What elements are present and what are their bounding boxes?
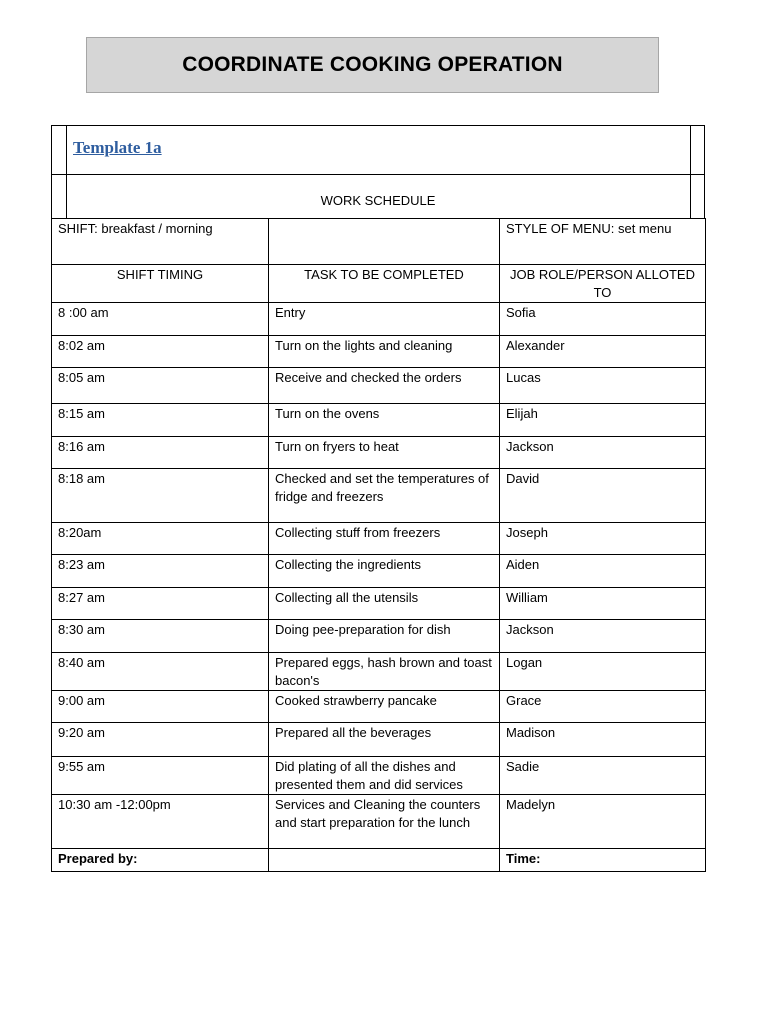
table-row: [52, 437, 706, 469]
person-cell: David: [500, 469, 706, 523]
person-cell: Madison: [500, 723, 706, 757]
time-label: Time:: [500, 849, 706, 872]
task-cell: Prepared all the beverages: [269, 723, 500, 757]
time-cell: 8:02 am: [52, 336, 269, 368]
task-cell: Did plating of all the dishes and presented them and did services: [269, 757, 500, 795]
shift-row: [52, 219, 706, 265]
task-cell: Collecting stuff from freezers: [269, 523, 500, 555]
template-header-frame: [51, 125, 705, 219]
person-cell: Madelyn: [500, 795, 706, 849]
table-row: [52, 336, 706, 368]
empty-cell: [269, 219, 500, 265]
menu-style-cell: STYLE OF MENU: set menu: [500, 219, 706, 265]
task-cell: Cooked strawberry pancake: [269, 691, 500, 723]
prepared-by-label: Prepared by:: [52, 849, 269, 872]
task-cell: Turn on fryers to heat: [269, 437, 500, 469]
table-row: [52, 303, 706, 336]
work-schedule-table: [51, 218, 706, 872]
task-cell: Checked and set the temperatures of fridge and freezers: [269, 469, 500, 523]
time-cell: 9:55 am: [52, 757, 269, 795]
task-cell: Receive and checked the orders: [269, 368, 500, 404]
column-header-task: TASK TO BE COMPLETED: [269, 265, 500, 303]
person-cell: Joseph: [500, 523, 706, 555]
time-cell: 9:00 am: [52, 691, 269, 723]
person-cell: Grace: [500, 691, 706, 723]
person-cell: Logan: [500, 653, 706, 691]
shift-cell: SHIFT: breakfast / morning: [52, 219, 269, 265]
table-row: [52, 691, 706, 723]
person-cell: Sadie: [500, 757, 706, 795]
time-cell: 8:20am: [52, 523, 269, 555]
page-title: COORDINATE COOKING OPERATION: [182, 53, 563, 76]
table-row: [52, 653, 706, 691]
time-cell: 8:40 am: [52, 653, 269, 691]
time-cell: 8:15 am: [52, 404, 269, 437]
person-cell: Sofia: [500, 303, 706, 336]
task-cell: Prepared eggs, hash brown and toast bacon's: [269, 653, 500, 691]
table-row: [52, 795, 706, 849]
table-row: [52, 469, 706, 523]
prepared-by-value: [269, 849, 500, 872]
frame-divider-horizontal: [52, 174, 704, 175]
person-cell: William: [500, 588, 706, 620]
time-cell: 10:30 am -12:00pm: [52, 795, 269, 849]
table-row: [52, 404, 706, 437]
person-cell: Aiden: [500, 555, 706, 588]
table-row: [52, 368, 706, 404]
column-header-timing: SHIFT TIMING: [52, 265, 269, 303]
table-row: [52, 523, 706, 555]
time-cell: 8:16 am: [52, 437, 269, 469]
person-cell: Jackson: [500, 620, 706, 653]
time-cell: 8:05 am: [52, 368, 269, 404]
task-cell: Turn on the ovens: [269, 404, 500, 437]
footer-row: [52, 849, 706, 872]
task-cell: Entry: [269, 303, 500, 336]
person-cell: Alexander: [500, 336, 706, 368]
time-cell: 8:27 am: [52, 588, 269, 620]
person-cell: Elijah: [500, 404, 706, 437]
time-cell: 8 :00 am: [52, 303, 269, 336]
template-link[interactable]: Template 1a: [73, 138, 162, 157]
time-cell: 8:30 am: [52, 620, 269, 653]
table-row: [52, 723, 706, 757]
task-cell: Doing pee-preparation for dish: [269, 620, 500, 653]
table-row: [52, 588, 706, 620]
time-cell: 8:18 am: [52, 469, 269, 523]
task-cell: Collecting the ingredients: [269, 555, 500, 588]
section-heading: WORK SCHEDULE: [320, 193, 436, 208]
task-cell: Turn on the lights and cleaning: [269, 336, 500, 368]
table-row: [52, 757, 706, 795]
person-cell: Jackson: [500, 437, 706, 469]
table-header-row: [52, 265, 706, 303]
time-cell: 8:23 am: [52, 555, 269, 588]
table-row: [52, 620, 706, 653]
person-cell: Lucas: [500, 368, 706, 404]
table-row: [52, 555, 706, 588]
time-cell: 9:20 am: [52, 723, 269, 757]
task-cell: Services and Cleaning the counters and start preparation for the lunch: [269, 795, 500, 849]
title-banner: [86, 37, 659, 93]
task-cell: Collecting all the utensils: [269, 588, 500, 620]
column-header-person: JOB ROLE/PERSON ALLOTED TO: [500, 265, 706, 303]
